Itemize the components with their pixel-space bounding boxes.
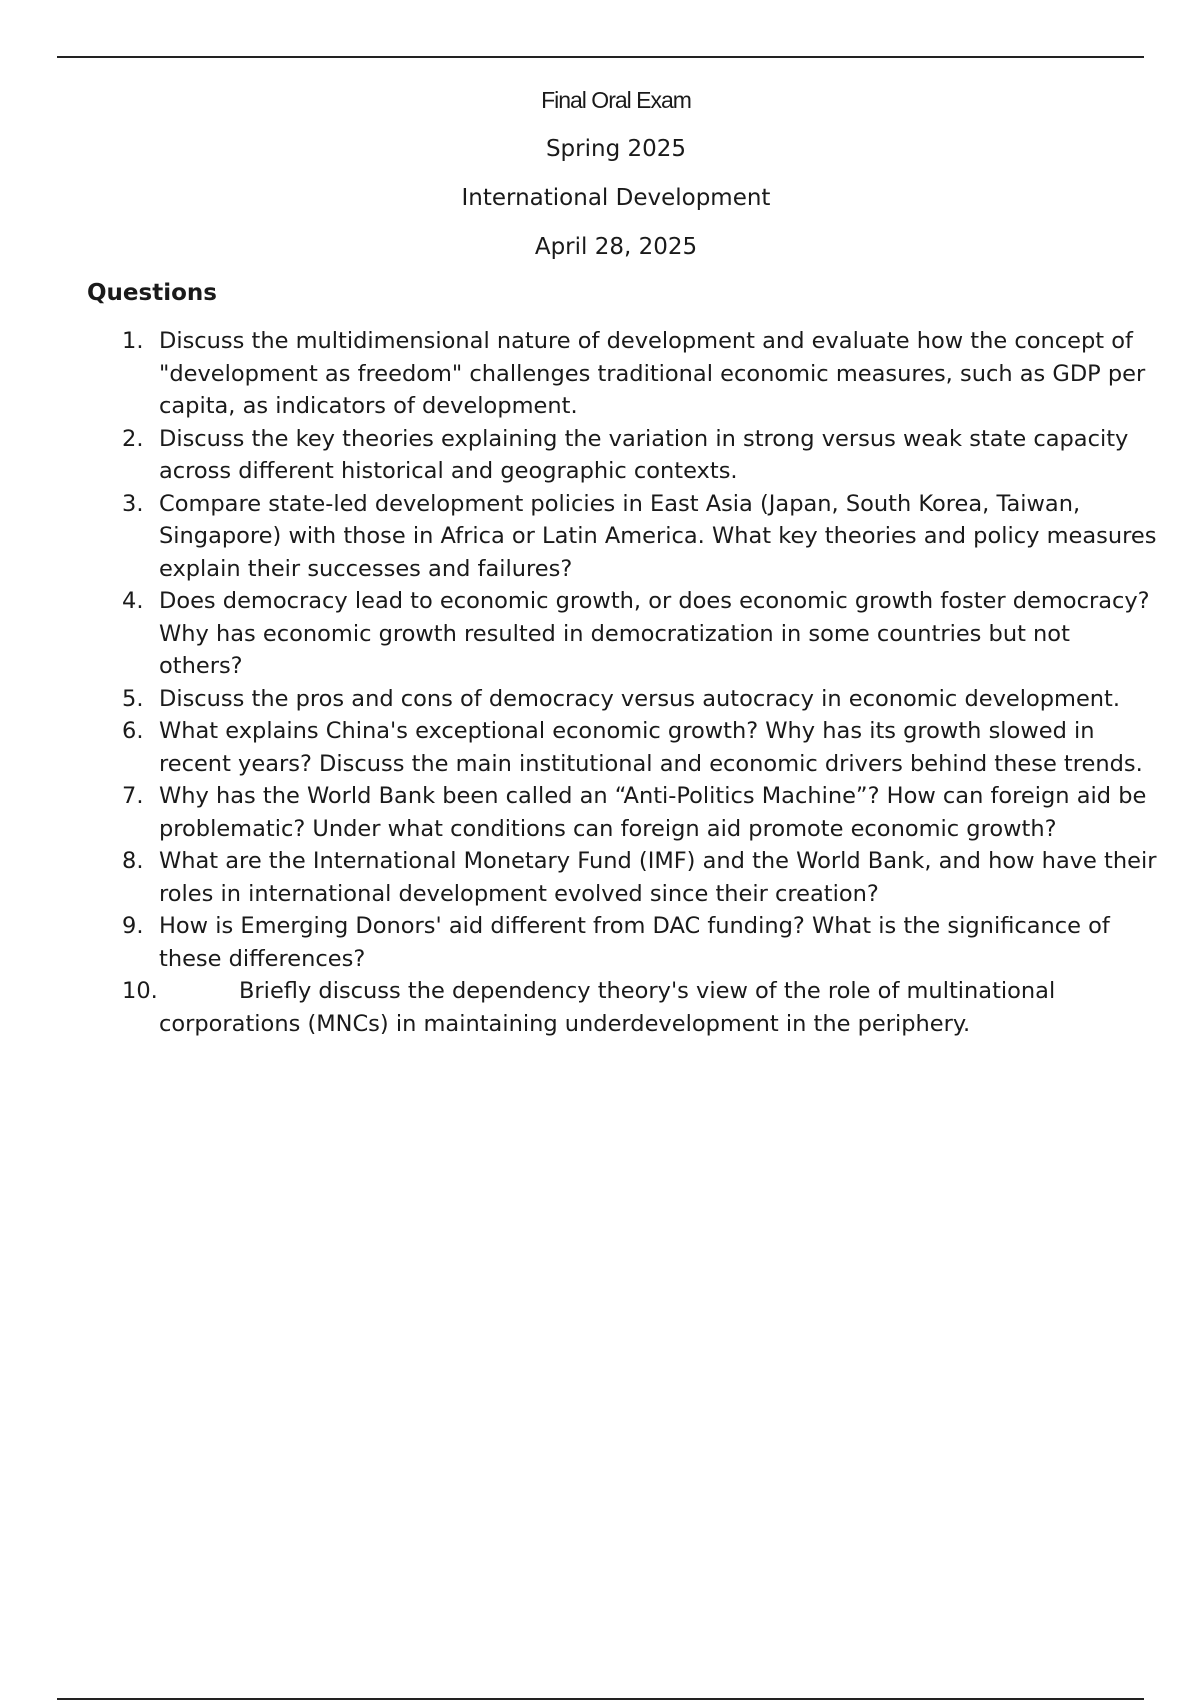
question-number: 7. (122, 783, 144, 809)
question-text: Discuss the multidimensional nature of development and evaluate how the concept of "development as freedom" challenges traditional economic measures, such as GDP per capita, as indicators of development. (159, 328, 1146, 419)
question-number: 5. (122, 685, 144, 712)
question-item (0, 325, 1200, 423)
question-number: 10. (122, 978, 158, 1004)
question-item (0, 845, 1200, 910)
top-rule (57, 56, 1144, 58)
question-text: Why has the World Bank been called an “Anti-Politics Machine”? How can foreign aid be problematic? Under what conditions can foreign aid promote economic growth? (159, 783, 1147, 842)
question-number: 6. (122, 718, 144, 744)
question-number: 3. (122, 490, 144, 517)
question-text: Discuss the key theories explaining the variation in strong versus weak state capacity across different historical and geographic contexts. (159, 425, 1129, 484)
question-item (0, 683, 1200, 716)
question-text: What are the International Monetary Fund (IMF) and the World Bank, and how have their roles in international development evolved since their creation? (159, 848, 1157, 907)
question-text: What explains China's exceptional economic growth? Why has its growth slowed in recent years? Discuss the main institutional and economic drivers behind these trends. (159, 718, 1143, 777)
exam-date: April 28, 2025 (534, 234, 698, 260)
question-number: 2. (122, 425, 144, 452)
question-text: Compare state-led development policies in East Asia (Japan, South Korea, Taiwan, Singapore) with those in Africa or Latin America. What key theories and policy measures explain their successes and failures? (159, 490, 1157, 582)
questions-heading: Questions (87, 280, 217, 306)
question-text: How is Emerging Donors' aid different from DAC funding? What is the significance of these differences? (159, 913, 1110, 972)
question-text-content: Briefly discuss the dependency theory's view of the role of multinational corporations (MNCs) in maintaining underdevelopment in the periphery. (159, 978, 1056, 1037)
question-text: Discuss the pros and cons of democracy versus autocracy in economic development. (159, 685, 1121, 712)
exam-title: Final Oral Exam (541, 87, 691, 113)
question-item (0, 780, 1200, 845)
question-list (0, 325, 1200, 1040)
course-name: International Development (461, 185, 771, 211)
question-text: Does democracy lead to economic growth, or does economic growth foster democracy? Why has economic growth resulted in democratization in some countries but not others? (159, 588, 1150, 679)
exam-term: Spring 2025 (545, 136, 687, 162)
question-text (159, 975, 1160, 1040)
question-item (0, 488, 1200, 586)
question-number: 8. (122, 848, 144, 874)
document-header (0, 80, 1200, 276)
question-item (0, 910, 1200, 975)
question-item (0, 423, 1200, 488)
question-item (0, 975, 1200, 1040)
question-number: 4. (122, 588, 144, 614)
question-item (0, 715, 1200, 780)
question-number: 1. (122, 328, 144, 354)
question-number: 9. (122, 913, 144, 939)
question-item (0, 585, 1200, 683)
